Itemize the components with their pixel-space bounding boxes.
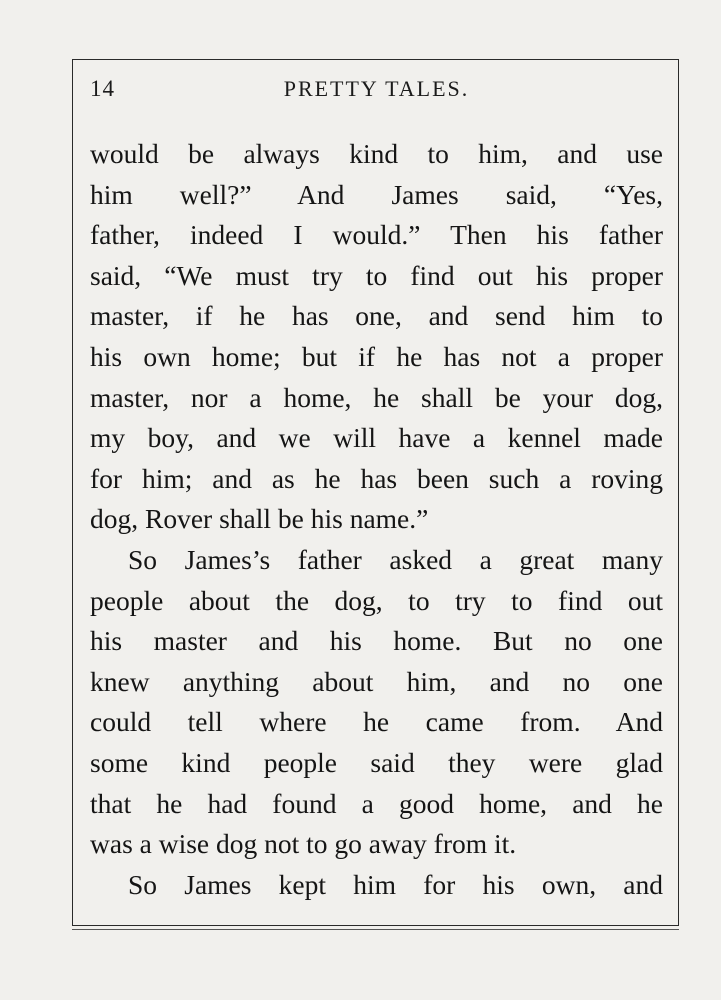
text-line: people about the dog, to try to find out (90, 584, 663, 616)
text-line: that he had found a good home, and he (90, 787, 663, 819)
text-line: could tell where he came from. And (90, 706, 663, 738)
text-line: dog, Rover shall be his name.” (90, 503, 429, 535)
body-text (90, 134, 663, 905)
text-line: master, nor a home, he shall be your dog, (90, 381, 663, 413)
paragraph-start-line: So James kept him for his own, and (128, 868, 663, 900)
text-line: would be always kind to him, and use (90, 138, 663, 169)
text-line: master, if he has one, and send him to (90, 300, 663, 332)
text-line: knew anything about him, and no one (90, 665, 663, 697)
page-number: 14 (90, 76, 115, 101)
text-line: my boy, and we will have a kennel made (90, 422, 663, 454)
text-line: him well?” And James said, “Yes, (90, 178, 663, 210)
book-title: PRETTY TALES. (283, 76, 470, 101)
running-head (90, 76, 663, 106)
text-line: father, indeed I would.” Then his father (90, 219, 663, 251)
text-line: said, “We must try to find out his proper (90, 259, 663, 291)
text-line: his own home; but if he has not a proper (90, 340, 663, 372)
text-line: his master and his home. But no one (90, 625, 663, 657)
text-line: was a wise dog not to go away from it. (90, 828, 517, 860)
text-line: some kind people said they were glad (90, 746, 663, 778)
text-line: for him; and as he has been such a roving (90, 462, 663, 494)
bottom-rule (72, 929, 679, 930)
paragraph-start-line: So James’s father asked a great many (128, 543, 663, 575)
